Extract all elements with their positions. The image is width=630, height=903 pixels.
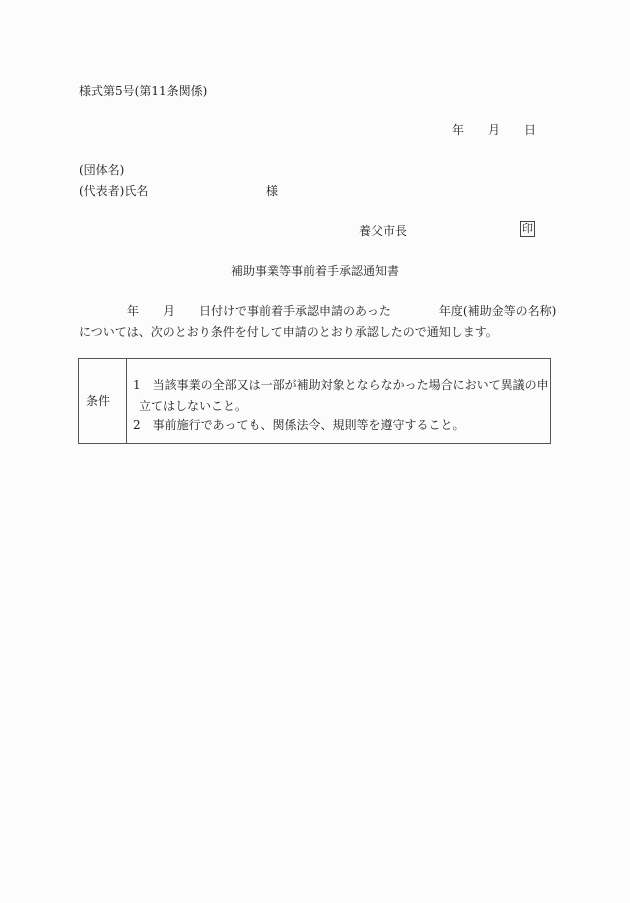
conditions-table — [78, 358, 551, 444]
body-text-line-2: については、次のとおり条件を付して申請のとおり承認したので通知します。 — [79, 325, 498, 339]
conditions-label-cell — [79, 359, 127, 443]
condition-item-2: 2 事前施行であっても、関係法令、規則等を遵守すること。 — [133, 418, 465, 432]
date-line — [452, 122, 536, 138]
issuer-title: 養父市長 — [359, 224, 408, 238]
form-number: 様式第5号(第11条関係) — [79, 84, 208, 98]
document-title: 補助事業等事前着手承認通知書 — [231, 264, 400, 278]
date-month-label: 月 — [488, 123, 501, 137]
date-day-label: 日 — [524, 123, 537, 137]
condition-item-1-line-1: 1 当該事業の全部又は一部が補助対象とならなかった場合において異議の申 — [133, 378, 549, 392]
date-year-label: 年 — [452, 123, 465, 137]
seal-icon: 印 — [522, 222, 533, 235]
condition-item-1-line-2: 立てはしないこと。 — [139, 399, 248, 413]
representative-name-label: (代表者)氏名 — [79, 184, 149, 198]
conditions-label: 条件 — [86, 394, 111, 408]
conditions-body-cell — [127, 359, 550, 443]
organization-name-label: (団体名) — [79, 163, 125, 177]
honorific: 様 — [266, 184, 279, 198]
body-text-line-1: 年 月 日付けで事前着手承認申請のあった 年度(補助金等の名称) — [79, 304, 557, 318]
